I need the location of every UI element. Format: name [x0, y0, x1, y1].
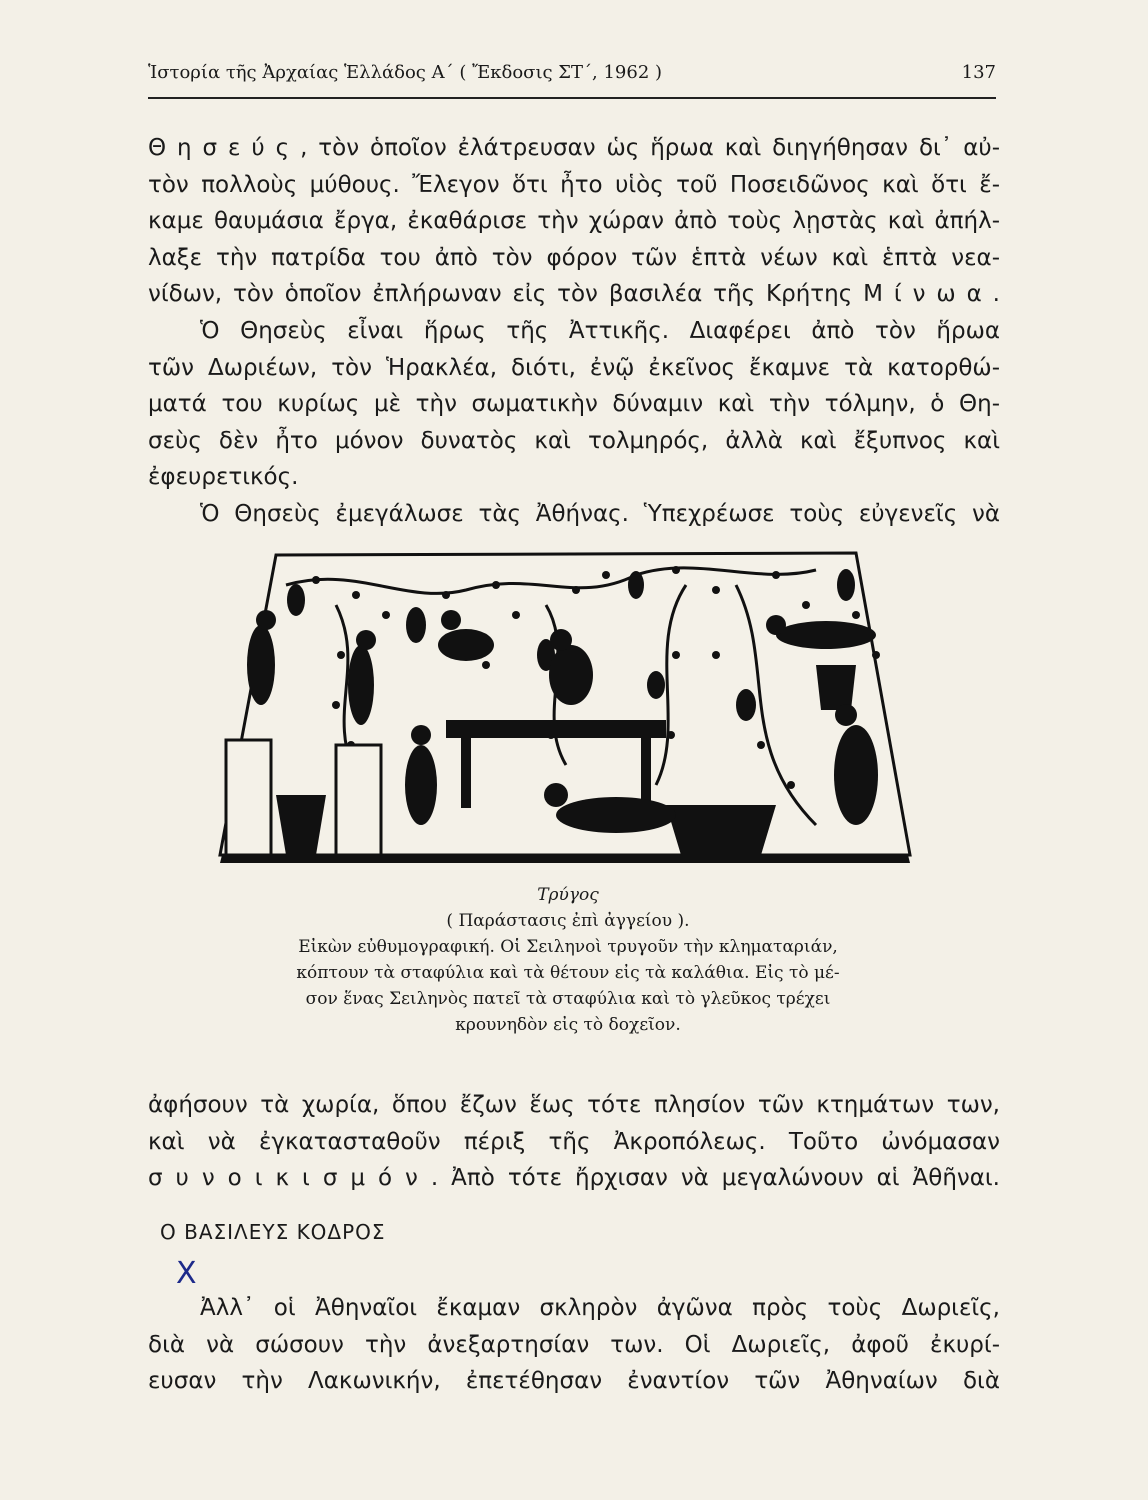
text-line: καὶ νὰ ἐγκατασταθοῦν πέριξ τῆς Ἀκροπόλεως. Τοῦτο ὠνόμασαν [148, 1128, 1000, 1155]
figure-description-line: κόπτουν τὰ σταφύλια καὶ τὰ θέτουν εἰς τὰ καλάθια. Εἰς τὸ μέ- [296, 963, 840, 983]
text-line: Θ η σ ε ύ ς , τὸν ὁποῖον ἐλάτρευσαν ὡς ἥρωα καὶ διηγήθησαν δι᾽ αὐ- [148, 135, 1000, 161]
text-line: ἐφευρετικός. [148, 464, 299, 491]
text-line: Ὁ Θησεὺς ἐμεγάλωσε τὰς Ἀθήνας. Ὑπεχρέωσε τοὺς εὐγενεῖς νὰ [200, 501, 1000, 527]
text-line: Ὁ Θησεὺς εἶναι ἥρως τῆς Ἀττικῆς. Διαφέρει ἀπὸ τὸν ἥρωα [200, 318, 1000, 344]
pen-mark: X [176, 1256, 197, 1291]
text-line: σεὺς δὲν ἦτο μόνον δυνατὸς καὶ τολμηρός, ἀλλὰ καὶ ἔξυπνος καὶ [148, 427, 1000, 454]
hanging-basket [816, 665, 856, 710]
paragraph-synoikismos [148, 1087, 1000, 1197]
figure-description-line: κρουνηδὸν εἰς τὸ δοχεῖον. [455, 1015, 681, 1035]
running-head-title: Ἱστορία τῆς Ἀρχαίας Ἑλλάδος Α΄ ( Ἔκδοσις ΣΤ΄, 1962 ) [148, 62, 663, 83]
section-heading: Ο ΒΑΣΙΛΕΥΣ ΚΟΔΡΟΣ [160, 1220, 386, 1244]
page-number: 137 [961, 62, 996, 83]
text-line: νίδων, τὸν ὁποῖον ἐπλήρωναν εἰς τὸν βασιλέα τῆς Κρήτης Μ ί ν ω α . [148, 281, 1000, 308]
text-line: τὸν πολλοὺς μύθους. Ἔλεγον ὅτι ἦτο υἱὸς τοῦ Ποσειδῶνος καὶ ὅτι ἔ- [148, 171, 1000, 198]
text-line: ἀφήσουν τὰ χωρία, ὅπου ἔζων ἕως τότε πλησίον τῶν κτημάτων των, [148, 1092, 1000, 1118]
figure-description-line: σον ἕνας Σειληνὸς πατεῖ τὰ σταφύλια καὶ τὸ γλεῦκος τρέχει [305, 989, 831, 1009]
paragraph-dorians [148, 1290, 1000, 1400]
text-line: διὰ νὰ σώσουν τὴν ἀνεξαρτησίαν των. Οἱ Δωριεῖς, ἀφοῦ ἐκυρί- [148, 1331, 1000, 1358]
header-rule [148, 97, 996, 99]
text-line: καμε θαυμάσια ἔργα, ἐκαθάρισε τὴν χώραν ἀπὸ τοὺς λῃστὰς καὶ ἀπήλ- [148, 208, 1000, 235]
text-line: Ἀλλ᾽ οἱ Ἀθηναῖοι ἔκαμαν σκληρὸν ἀγῶνα πρὸς τοὺς Δωριεῖς, [200, 1295, 1000, 1321]
figure-caption [188, 882, 948, 1038]
center-left-pillar [336, 745, 381, 855]
wine-press-table [446, 720, 666, 738]
table-leg [461, 738, 471, 808]
frieze-base [220, 855, 910, 863]
running-head [148, 62, 996, 83]
paragraph-theseus-myths [148, 130, 1000, 313]
figure-subtitle: ( Παράστασις ἐπὶ ἀγγείου ). [446, 911, 690, 931]
left-pillar [226, 740, 271, 855]
text-line: ευσαν τὴν Λακωνικήν, ἐπετέθησαν ἐναντίον τῶν Ἀθηναίων διὰ [148, 1368, 1000, 1395]
text-line: λαξε τὴν πατρίδα του ἀπὸ τὸν φόρον τῶν ἑπτὰ νέων καὶ ἑπτὰ νεα- [148, 244, 1000, 271]
figure-description-line: Εἰκὼν εὐθυμογραφική. Οἱ Σειληνοὶ τρυγοῦν τὴν κληματαριάν, [298, 937, 838, 957]
text-line: τῶν Δωριέων, τὸν Ἡρακλέα, διότι, ἐνῷ ἐκεῖνος ἔκαμνε τὰ κατορθώ- [148, 354, 1000, 381]
paragraph-theseus-hero [148, 313, 1000, 496]
paragraph-athens-grew [148, 496, 1000, 533]
vase-illustration [216, 545, 914, 870]
figure-title: Τρύγος [537, 885, 599, 905]
vat [666, 805, 776, 855]
text-line: σ υ ν ο ι κ ι σ μ ό ν . Ἀπὸ τότε ἤρχισαν νὰ μεγαλώνουν αἱ Ἀθῆναι. [148, 1165, 1000, 1192]
table-leg [641, 738, 651, 808]
text-line: ματά του κυρίως μὲ τὴν σωματικὴν δύναμιν καὶ τὴν τόλμην, ὁ Θη- [148, 391, 1000, 418]
